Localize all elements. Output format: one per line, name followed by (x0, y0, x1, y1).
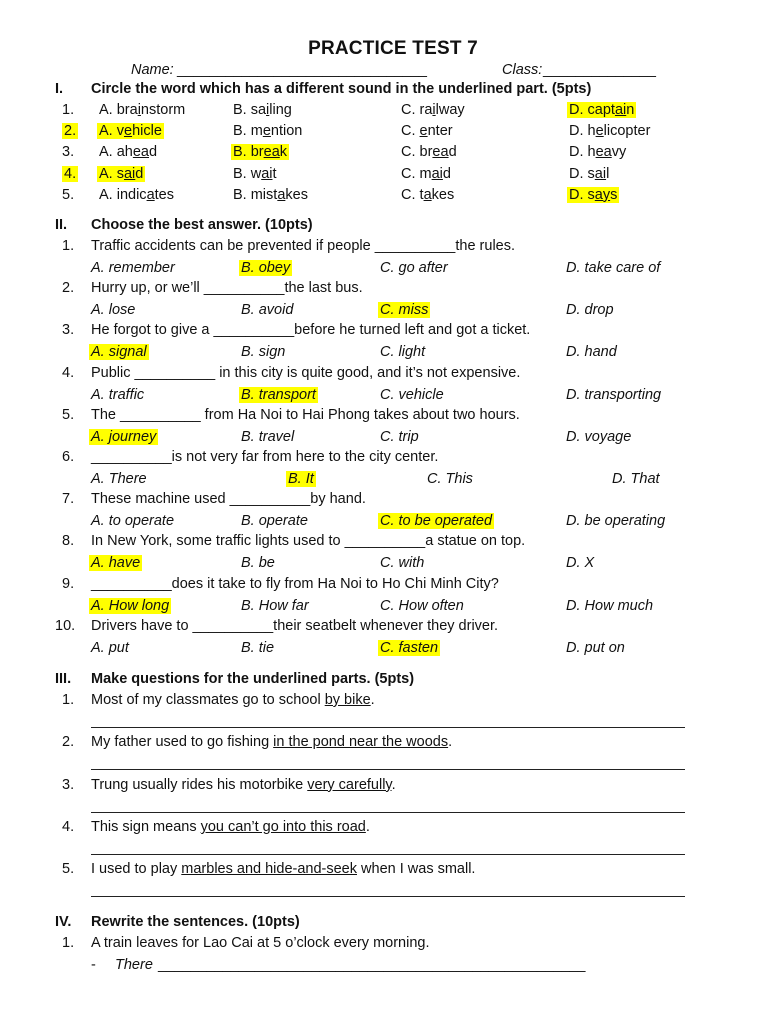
answer-option: D. voyage (566, 428, 632, 445)
option-text: d (135, 165, 144, 182)
section-1-number: I. (55, 81, 64, 97)
option-text: C. m (401, 165, 432, 182)
answer-option: C. This (427, 471, 473, 487)
option-text: A. indic (99, 186, 147, 203)
sentence-text: My father used to go fishing (91, 734, 274, 751)
answer-option: A. to operate (91, 513, 175, 530)
sentence-text: Most of my classmates go to school (91, 692, 325, 708)
answer-option (401, 102, 465, 118)
question-number: 4. (62, 818, 75, 835)
answer-option: B. travel (241, 428, 295, 445)
question-number: 7. (62, 491, 75, 508)
answer-option: D. drop (566, 302, 614, 319)
question-text (91, 819, 370, 835)
option-text: C. t (401, 186, 424, 203)
answer-option: C. miss (380, 302, 429, 319)
option-text: A. v (99, 123, 124, 140)
question-number: 2. (64, 123, 77, 140)
option-text: hicle (132, 123, 162, 140)
answer-option (99, 144, 157, 160)
answer-option (231, 144, 289, 160)
answer-option (233, 166, 277, 182)
question-text: __________is not very far from here to the city center. (91, 449, 439, 465)
option-text: C. ra (401, 102, 433, 118)
answer-option: C. go after (380, 260, 448, 276)
rewrite-dash: - (91, 957, 96, 973)
option-text: D. capt (569, 102, 615, 118)
sentence-text: This sign means (91, 818, 201, 835)
question-number: 1. (62, 935, 75, 951)
question-text: Public __________ in this city is quite good, and it’s not expensive. (91, 364, 521, 381)
underlined-sound: ea (132, 144, 149, 161)
question-number: 5. (62, 186, 75, 203)
underlined-sound: ai (123, 165, 136, 182)
option-text: k (279, 144, 288, 161)
question-number: 1. (62, 238, 75, 254)
class-label: Class: (502, 62, 543, 78)
answer-option (401, 187, 454, 203)
answer-option: C. with (380, 555, 425, 572)
question-text: A train leaves for Lao Cai at 5 o’clock every morning. (91, 935, 430, 951)
sentence-text: . (365, 818, 370, 835)
question-text: Traffic accidents can be prevented if people __________the rules. (91, 238, 516, 254)
answer-option: D. hand (566, 344, 617, 361)
answer-option: C. to be operated (380, 513, 493, 530)
answer-option (401, 166, 451, 182)
option-text: D. s (569, 165, 595, 182)
option-text: B. w (233, 165, 262, 182)
name-label: Name: (131, 62, 174, 78)
underlined-sound: a (146, 186, 155, 203)
answer-option (97, 166, 145, 182)
option-text: tes (154, 186, 174, 203)
underlined-sound: i (266, 102, 270, 118)
answer-option (233, 102, 292, 118)
question-number: 10. (55, 617, 76, 634)
underlined-sound: ai (431, 165, 443, 182)
question-number: 4. (64, 165, 77, 182)
underlined-sound: ea (595, 144, 612, 161)
answer-option: B. avoid (241, 302, 294, 319)
answer-line (91, 812, 685, 813)
option-text: D. h (569, 123, 596, 140)
option-text: B. sa (233, 102, 267, 118)
option-text: D. s (569, 186, 595, 203)
answer-option (569, 123, 650, 139)
underlined-part: in the pond near the woods (273, 734, 449, 751)
class-blank: ______________ (543, 62, 656, 78)
answer-option (99, 102, 185, 118)
answer-option: D. How much (566, 597, 654, 614)
section-3-number: III. (55, 671, 72, 687)
option-text: D. h (569, 144, 596, 161)
underlined-part: by bike (324, 692, 371, 708)
question-text (91, 777, 396, 793)
question-number: 1. (62, 102, 75, 118)
question-number: 2. (62, 734, 75, 751)
answer-option: D. put on (566, 639, 625, 656)
rewrite-blank: _____________________________________________________ (158, 957, 586, 973)
question-text: The __________ from Ha Noi to Hai Phong takes about two hours. (91, 406, 520, 423)
option-text: ling (269, 102, 292, 118)
underlined-sound: ay (594, 186, 611, 203)
answer-option: D. That (612, 471, 660, 487)
answer-line (91, 854, 685, 855)
answer-line (91, 727, 685, 728)
answer-option: B. It (288, 471, 314, 487)
answer-option (401, 144, 457, 160)
answer-option: D. take care of (566, 260, 661, 276)
section-4-number: IV. (55, 914, 72, 930)
question-number: 5. (62, 406, 75, 423)
rewrite-start: There (115, 957, 153, 973)
option-text: B. m (233, 123, 263, 140)
sentence-text: I used to play (91, 861, 182, 878)
question-text: Drivers have to __________their seatbelt whenever they driver. (91, 617, 499, 634)
answer-option: A. How long (91, 597, 170, 614)
question-number: 8. (62, 533, 75, 550)
question-number: 1. (62, 692, 75, 708)
section-1-heading: Circle the word which has a different sound in the underlined part. (5pts) (91, 81, 592, 97)
answer-option: C. vehicle (380, 386, 444, 403)
option-text: kes (285, 186, 308, 203)
answer-option: B. obey (241, 260, 291, 276)
sentence-text: when I was small. (357, 861, 476, 878)
option-text: nstorm (140, 102, 186, 118)
name-blank: _______________________________ (177, 62, 427, 78)
answer-line (91, 896, 685, 897)
answer-option: B. be (241, 555, 275, 572)
answer-line (91, 769, 685, 770)
answer-option: B. transport (241, 386, 316, 403)
underlined-part: very carefully (307, 776, 392, 793)
underlined-sound: ea (263, 144, 280, 161)
answer-option: D. be operating (566, 513, 666, 530)
answer-option (567, 102, 636, 118)
answer-option: C. fasten (380, 639, 439, 656)
underlined-sound: e (595, 123, 604, 140)
question-number: 9. (62, 575, 75, 592)
answer-option (233, 123, 302, 139)
underlined-sound: a (277, 186, 286, 203)
answer-option: A. journey (91, 428, 157, 445)
question-number: 3. (62, 144, 75, 161)
question-text: These machine used __________by hand. (91, 491, 366, 508)
option-text: C. (401, 123, 420, 140)
answer-option (569, 144, 626, 160)
answer-option: A. remember (91, 260, 175, 276)
option-text: nter (427, 123, 453, 140)
answer-option: B. How far (241, 597, 309, 614)
option-text: ntion (270, 123, 303, 140)
question-text (91, 692, 375, 708)
underlined-sound: a (423, 186, 432, 203)
answer-option: B. operate (241, 513, 308, 530)
answer-option (569, 166, 609, 182)
option-text: vy (611, 144, 627, 161)
option-text: lway (435, 102, 465, 118)
section-2-number: II. (55, 217, 68, 233)
option-text: licopter (603, 123, 651, 140)
question-text: He forgot to give a __________before he turned left and got a ticket. (91, 322, 531, 339)
question-text (91, 734, 452, 750)
section-4-heading: Rewrite the sentences. (10pts) (91, 914, 300, 930)
sentence-text: . (370, 692, 375, 708)
answer-option (99, 187, 174, 203)
answer-option (567, 187, 619, 203)
answer-option (233, 187, 308, 203)
underlined-sound: i (432, 102, 436, 118)
underlined-sound: ai (594, 165, 607, 182)
option-text: n (626, 102, 635, 118)
question-text (91, 861, 475, 877)
sentence-text: . (448, 734, 453, 751)
question-text: In New York, some traffic lights used to __________a statue on top. (91, 533, 526, 550)
underlined-part: marbles and hide-and-seek (181, 861, 357, 878)
question-text: __________does it take to fly from Ha Noi to Ho Chi Minh City? (91, 575, 499, 592)
sentence-text: Trung usually rides his motorbike (91, 776, 308, 793)
underlined-sound: ai (261, 165, 273, 182)
answer-option: A. signal (91, 344, 147, 361)
question-number: 3. (62, 322, 75, 339)
question-number: 3. (62, 776, 75, 793)
answer-option (401, 123, 453, 139)
section-2-heading: Choose the best answer. (10pts) (91, 217, 313, 233)
question-number: 2. (62, 280, 75, 297)
answer-option: C. trip (380, 428, 419, 445)
question-number: 6. (62, 449, 75, 465)
answer-option: B. tie (241, 639, 275, 656)
underlined-sound: e (262, 123, 271, 140)
answer-option: A. put (91, 639, 129, 656)
option-text: d (442, 165, 451, 182)
underlined-sound: e (419, 123, 428, 140)
underlined-sound: e (123, 123, 133, 140)
answer-option: B. sign (241, 344, 286, 361)
option-text: d (149, 144, 158, 161)
option-text: C. br (401, 144, 433, 161)
option-text: A. s (99, 165, 124, 182)
question-number: 4. (62, 364, 75, 381)
answer-option (97, 123, 164, 139)
section-3-heading: Make questions for the underlined parts. (5pts) (91, 671, 415, 687)
underlined-sound: i (137, 102, 141, 118)
answer-option: D. X (566, 555, 595, 572)
underlined-sound: ai (614, 102, 627, 118)
answer-option: A. lose (91, 302, 136, 319)
answer-option: C. How often (380, 597, 464, 614)
answer-option: A. have (91, 555, 141, 572)
option-text: B. mist (233, 186, 278, 203)
option-text: kes (431, 186, 455, 203)
answer-option: D. transporting (566, 386, 662, 403)
option-text: d (448, 144, 457, 161)
underlined-sound: ea (432, 144, 449, 161)
answer-option: C. light (380, 344, 426, 361)
answer-option: A. traffic (91, 386, 145, 403)
answer-option: A. There (91, 471, 147, 487)
question-text: Hurry up, or we’ll __________the last bus. (91, 280, 363, 297)
underlined-part: you can’t go into this road (200, 818, 366, 835)
sentence-text: . (391, 776, 396, 793)
question-number: 5. (62, 861, 75, 878)
option-text: l (606, 165, 610, 182)
option-text: A. bra (99, 102, 138, 118)
option-text: A. ah (99, 144, 133, 161)
option-text: t (272, 165, 277, 182)
option-text: s (610, 186, 618, 203)
page-title: PRACTICE TEST 7 (308, 38, 478, 59)
option-text: B. br (233, 144, 264, 161)
